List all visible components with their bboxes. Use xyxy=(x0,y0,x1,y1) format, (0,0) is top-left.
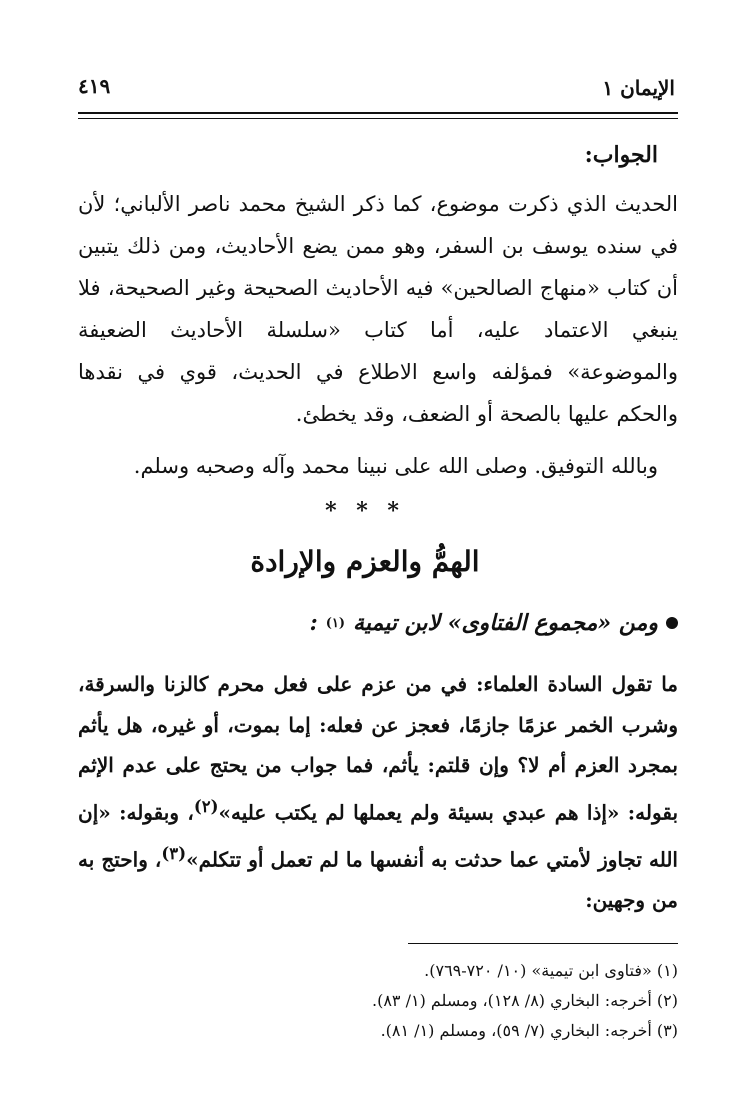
source-colon: : xyxy=(309,610,318,636)
footnotes xyxy=(78,956,678,1046)
footnote: (٣) أخرجه: البخاري (٧/ ٥٩)، ومسلم (١/ ٨١). xyxy=(380,1021,678,1040)
answer-heading: الجواب: xyxy=(584,142,658,168)
footnote-rule xyxy=(408,943,678,944)
page-number: ٤١٩ xyxy=(78,74,111,98)
bullet-icon xyxy=(666,617,678,629)
running-title: الإيمان ١ xyxy=(602,76,675,100)
header-rule-thin xyxy=(78,118,678,119)
footnote-ref: (٢) xyxy=(193,795,219,816)
closing-paragraph: وبالله التوفيق. وصلى الله على نبينا محمد وآله وصحبه وسلم. xyxy=(133,454,658,478)
footnote-ref: (٣) xyxy=(161,842,187,863)
section-separator: * * * xyxy=(325,498,405,524)
footnote: (١) «فتاوى ابن تيمية» (١٠/ ٧٢٠-٧٦٩). xyxy=(424,961,678,980)
page-header xyxy=(78,70,675,104)
question-part: ما تقول السادة العلماء: في من عزم على فعل محرم كالزنا والسرقة، وشرب الخمر عزمًا جازمًا، فعجز عن فعله: إما بموت، أو غيره، هل يأثم بمجرد العزم أم لا؟ وإن قلتم: يأثم، فما جواب من يحتج على عدم الإثم بقوله: «إذا هم عبدي بسيئة ولم يعملها لم يكتب عليه» xyxy=(78,672,679,825)
source-text: ومن «مجموع الفتاوى» لابن تيمية xyxy=(353,610,658,636)
answer-paragraph: الحديث الذي ذكرت موضوع، كما ذكر الشيخ محمد ناصر الألباني؛ لأن في سنده يوسف بن السفر، وهو ممن يضع الأحاديث، ومن ذلك يتبين أن كتاب «منهاج الصالحين» فيه الأحاديث الصحيحة وغير الصحيحة، فلا ينبغي الاعتماد عليه، أما كتاب «سلسلة الأحاديث الضعيفة والموضوعة» فمؤلفه واسع الاطلاع في الحديث، قوي في نقدها والحكم عليها بالصحة أو الضعف، وقد يخطئ. xyxy=(78,192,678,426)
question-paragraph xyxy=(78,664,678,920)
footnote: (٢) أخرجه: البخاري (٨/ ١٢٨)، ومسلم (١/ ٨٣). xyxy=(371,991,678,1010)
header-rule xyxy=(78,112,678,114)
question-part: ، وبقوله: «إن الله تجاوز لأمتي عما حدثت به أنفسها ما لم تعمل أو تتكلم» xyxy=(78,800,678,872)
section-title: الهمُّ والعزم والإرادة xyxy=(250,545,480,578)
footnote-ref: (١) xyxy=(325,615,346,631)
question-part: ، واحتج به من وجهين: xyxy=(78,847,678,912)
source-line xyxy=(310,610,678,636)
